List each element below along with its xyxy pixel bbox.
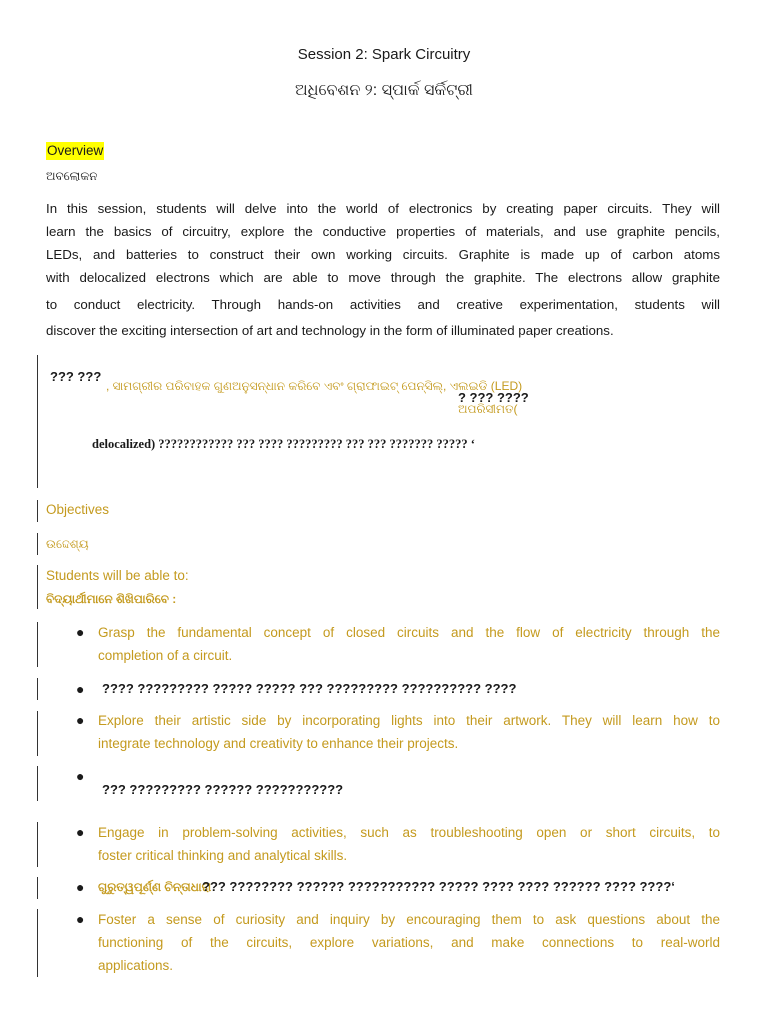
- objective-line: completion of a circuit.: [98, 648, 233, 663]
- margin-bar: [37, 766, 38, 801]
- overview-line: learn the basics of circuitry, explore the conductive properties of materials, and use graphite pencils,: [46, 224, 720, 239]
- margin-bar: [37, 711, 38, 756]
- bullet-icon: ●: [76, 879, 85, 895]
- margin-bar: [37, 622, 38, 667]
- session-title: Session 2: Spark Circuitry: [297, 46, 471, 63]
- objective-line: functioning of the circuits, explore variations, and make connections to real-world: [98, 935, 720, 950]
- objective-line: Engage in problem-solving activities, such as troubleshooting open or short circuits, to: [98, 825, 720, 840]
- garbled-text: delocalized) ???????????? ??? ???? ????????? ??? ??? ??????? ????? ‘: [92, 437, 475, 451]
- objectives-heading: Objectives: [46, 502, 110, 517]
- odia-translation-line: , ସାମଗ୍ରୀର ପରିବାହକ ଗୁଣଅନୁସନ୍ଧାନ କରିବେ ଏବଂ ଗ୍ରାଫାଇଟ୍ ପେନ୍ସିଲ୍, ଏଲଇଡି (LED): [106, 379, 523, 393]
- garbled-objective: ??? ???????? ?????? ??????????? ????? ???? ???? ?????? ???? ????‘: [202, 879, 675, 894]
- garbled-text: ??? ???: [50, 369, 102, 384]
- objective-line: Explore their artistic side by incorporating lights into their artwork. They will learn how to: [98, 713, 720, 728]
- overview-heading: Overview: [47, 143, 104, 158]
- objective-item: [98, 709, 720, 755]
- overview-line: In this session, students will delve into the world of electronics by creating paper circuits. They will: [46, 201, 720, 216]
- garbled-objective: ???? ????????? ????? ????? ??? ????????? ?????????? ????: [102, 681, 517, 696]
- margin-bar: [37, 909, 38, 977]
- objective-item: [98, 908, 720, 977]
- bullet-icon: ●: [76, 712, 85, 728]
- bullet-icon: ●: [76, 624, 85, 640]
- objective-item: [98, 621, 720, 667]
- objective-line: foster critical thinking and analytical skills.: [98, 848, 348, 863]
- margin-bar: [37, 678, 38, 700]
- garbled-text: ? ??? ????: [458, 390, 529, 405]
- bullet-icon: ●: [76, 824, 85, 840]
- margin-bar: [37, 565, 38, 609]
- bullet-icon: ●: [76, 681, 85, 697]
- overview-line: discover the exciting intersection of art and technology in the form of illuminated paper creations.: [46, 323, 614, 338]
- odia-fragment: ଅପରିସୀମତ(: [458, 402, 518, 416]
- odia-prefix: ଗୁରୁତ୍ୱପୂର୍ଣ୍ଣ ଚିନ୍ତାଧାରା: [98, 880, 212, 894]
- students-intro-odia: ବିଦ୍ୟାର୍ଥୀମାନେ ଶିଖିପାରିବେ :: [46, 592, 177, 606]
- margin-bar: [37, 355, 38, 488]
- margin-bar: [37, 822, 38, 867]
- bullet-icon: ●: [76, 911, 85, 927]
- garbled-objective: ??? ????????? ?????? ???????????: [102, 782, 344, 797]
- objective-line: Grasp the fundamental concept of closed circuits and the flow of electricity through the: [98, 625, 720, 640]
- margin-bar: [37, 500, 38, 522]
- session-title-odia: ଅଧିବେଶନ ୨: ସ୍ପାର୍କ ସର୍କିଟ୍ରୀ: [295, 82, 473, 99]
- bullet-icon: ●: [76, 768, 85, 784]
- margin-bar: [37, 533, 38, 555]
- objective-line: applications.: [98, 958, 174, 973]
- overview-line: to conduct electricity. Through hands-on activities and creative experimentation, students will: [46, 297, 720, 312]
- overview-line: with delocalized electrons which are able to move through the graphite. The electrons allow graphite: [46, 270, 720, 285]
- objectives-heading-odia: ଉଦ୍ଦେଶ୍ୟ: [46, 537, 89, 551]
- students-intro: Students will be able to:: [46, 568, 189, 583]
- objective-line: Foster a sense of curiosity and inquiry by encouraging them to ask questions about the: [98, 912, 720, 927]
- objective-item: [98, 821, 720, 867]
- overview-line: LEDs, and batteries to construct their own working circuits. Graphite is made up of carbon atoms: [46, 247, 720, 262]
- margin-bar: [37, 877, 38, 899]
- objective-line: integrate technology and creativity to enhance their projects.: [98, 736, 459, 751]
- overview-heading-odia: ଅବଲୋକନ: [46, 169, 98, 183]
